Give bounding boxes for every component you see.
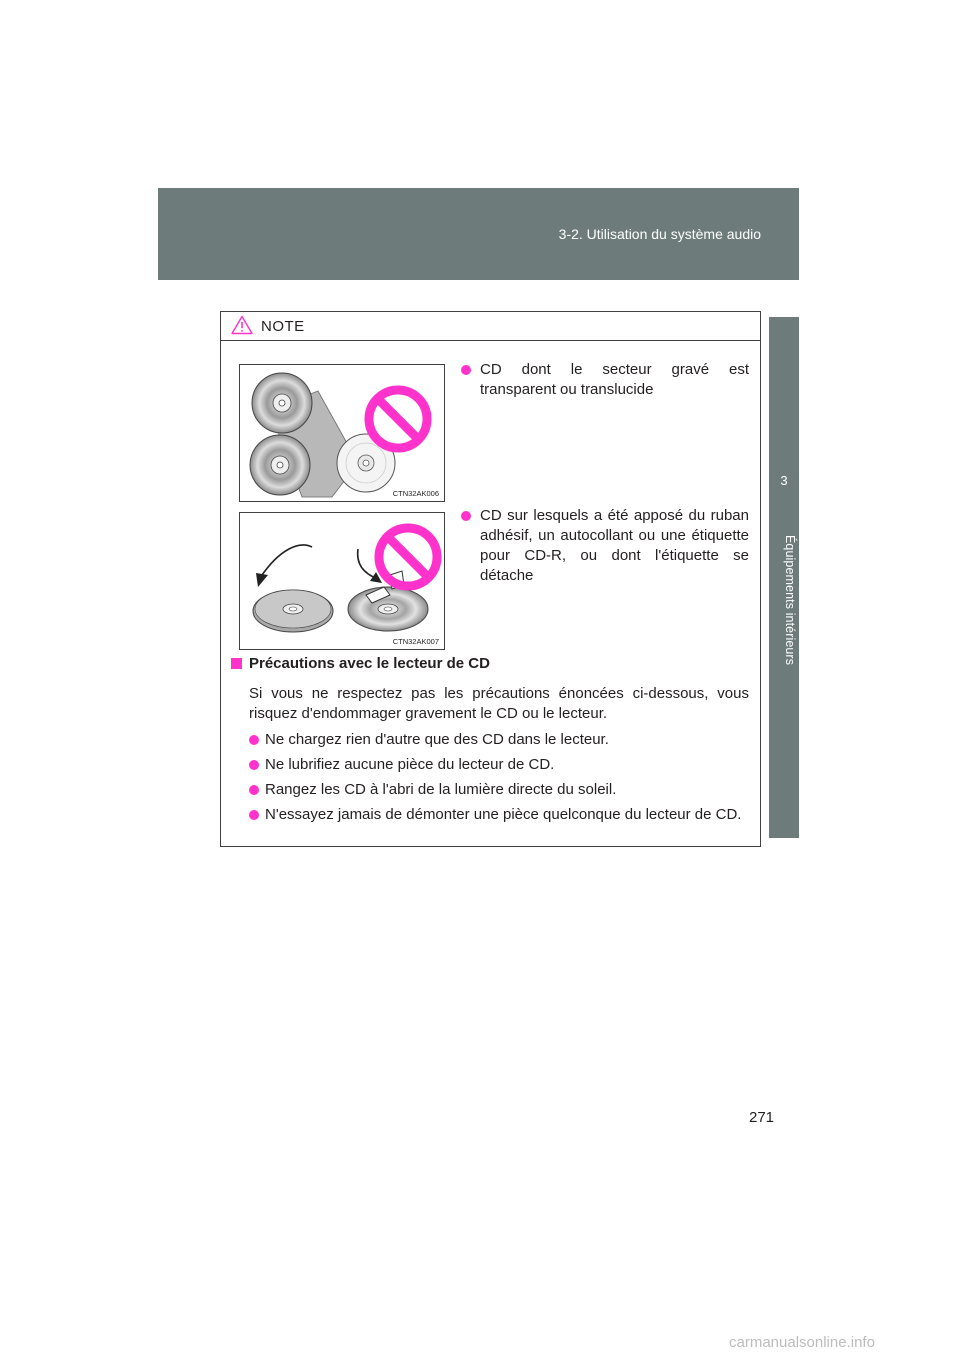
list-item: Ne lubrifiez aucune pièce du lecteur de CD. [249,755,749,775]
figure-code: CTN32AK007 [392,637,439,646]
prohibited-icon [379,528,437,586]
chapter-label: Équipements intérieurs [783,535,797,666]
cd-illustration [240,365,444,501]
note-title: NOTE [261,318,305,335]
bullet-icon [249,735,259,745]
section-intro: Si vous ne respectez pas les précautions énoncées ci-dessous, vous risquez d'endommager gravement le CD ou le lecteur. [249,685,749,722]
section-heading: Précautions avec le lecteur de CD [231,654,749,674]
bullet-icon [249,810,259,820]
figure-transparent-cd [239,364,445,502]
list-item: Ne chargez rien d'autre que des CD dans le lecteur. [249,730,749,750]
section-title: 3-2. Utilisation du système audio [558,226,761,242]
chapter-tab [769,317,799,838]
page-number: 271 [749,1109,775,1126]
square-bullet-icon [231,658,242,669]
bullet-icon [249,760,259,770]
list-item: N'essayez jamais de démonter une pièce quelconque du lecteur de CD. [249,805,749,825]
bullet-icon [461,365,471,375]
note-box [220,311,761,847]
cd-illustration [240,513,444,649]
bullet-icon [249,785,259,795]
header-band [158,188,799,280]
figure-caption: CD dont le secteur gravé est transparent ou translucide [461,360,749,400]
figure-code: CTN32AK006 [392,489,439,498]
watermark: carmanualsonline.info [729,1334,875,1351]
prohibited-icon [369,390,427,448]
cd-player-precautions [231,654,749,830]
figure-caption: CD sur lesquels a été apposé du ruban adhésif, un autocollant ou une étiquette pour CD-R, ou dont l'étiquette se détache [461,506,749,586]
warning-triangle-icon [231,315,253,335]
list-item: Rangez les CD à l'abri de la lumière directe du soleil. [249,780,749,800]
precaution-list [231,730,749,825]
chapter-number: 3 [780,473,788,488]
note-header [221,312,760,341]
bullet-icon [461,511,471,521]
figure-taped-cd [239,512,445,650]
